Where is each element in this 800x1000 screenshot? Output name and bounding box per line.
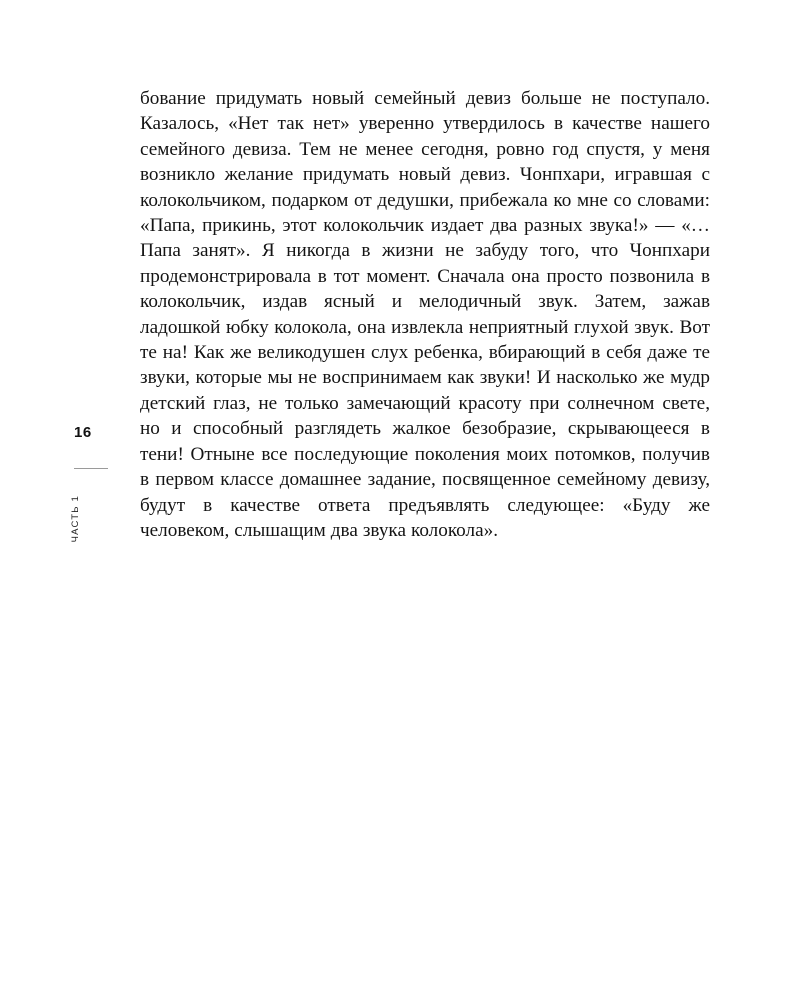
page-number: 16	[74, 424, 92, 441]
body-paragraph: бование придумать новый семейный девиз больше не поступало. Казалось, «Нет так нет» уверенно утвердилось в качестве нашего семейного девиза. Тем не менее сегодня, ровно год спустя, у меня возникло желание придумать новый девиз. Чонпхари, игравшая с колокольчиком, подарком от дедушки, прибежала ко мне со словами: «Папа, прикинь, этот колокольчик издает два разных звука!» — «…Папа занят». Я никогда в жизни не забуду того, что Чонпхари продемонстрировала в тот момент. Сначала она просто позвонила в колокольчик, издав ясный и мелодичный звук. Затем, зажав ладошкой юбку колокола, она извлекла неприятный глухой звук. Вот те на! Как же великодушен слух ребенка, вбирающий в себя даже те звуки, которые мы не воспринимаем как звуки! И насколько же мудр детский глаз, не только замечающий красоту при солнечном свете, но и способный разглядеть жалкое безобразие, скрывающееся в тени! Отныне все последующие поколения моих потомков, получив в первом классе домашнее задание, посвященное семейному девизу, будут в качестве ответа предъявлять следующее: «Буду же человеком, слышащим два звука колокола».	[140, 88, 710, 541]
part-label: ЧАСТЬ 1	[70, 495, 81, 543]
text-column	[140, 86, 710, 543]
page-margin-block	[64, 425, 124, 542]
margin-divider	[74, 468, 108, 469]
